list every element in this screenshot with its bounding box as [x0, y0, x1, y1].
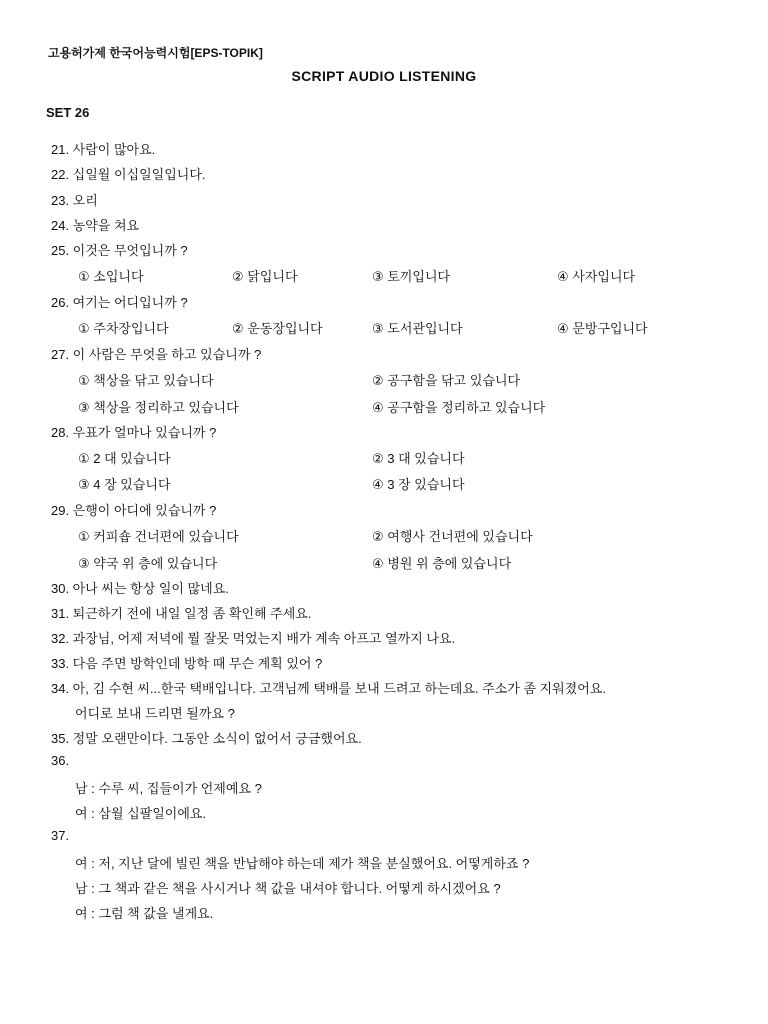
q37-dialogue-line: 여 : 저, 지난 달에 빌린 책을 반납해야 하는데 제가 책을 분실했어요. 어떻게하죠 ?	[75, 856, 530, 871]
q26-option-4: ④ 문방구입니다	[557, 321, 648, 336]
q26-option-2: ② 운동장입니다	[232, 321, 323, 336]
q27-option-1: ① 책상을 닦고 있습니다	[78, 373, 214, 388]
question-27: 27. 이 사람은 무엇을 하고 있습니까 ?	[51, 347, 262, 362]
q27-option-3: ③ 책상을 정리하고 있습니다	[78, 400, 239, 415]
question-28: 28. 우표가 얼마나 있습니까 ?	[51, 425, 217, 440]
question-36: 36.	[51, 753, 70, 768]
question-34: 34. 아, 김 수현 씨...한국 택배입니다. 고객님께 택배를 보내 드려고 하는데요. 주소가 좀 지워졌어요.	[51, 681, 606, 696]
q28-option-2: ② 3 대 있습니다	[372, 451, 465, 466]
q29-option-4: ④ 병원 위 층에 있습니다	[372, 556, 512, 571]
question-37: 37.	[51, 828, 70, 843]
set-label: SET 26	[46, 105, 90, 120]
q26-option-1: ① 주차장입니다	[78, 321, 169, 336]
q25-option-1: ① 소입니다	[78, 269, 144, 284]
question-22: 22. 십일월 이십일일입니다.	[51, 167, 206, 182]
document-title: SCRIPT AUDIO LISTENING	[291, 68, 477, 84]
q29-option-3: ③ 약국 위 층에 있습니다	[78, 556, 218, 571]
q28-option-1: ① 2 대 있습니다	[78, 451, 171, 466]
q36-dialogue-line: 여 : 삼월 십팔일이에요.	[75, 806, 207, 821]
q26-option-3: ③ 도서관입니다	[372, 321, 463, 336]
q37-dialogue-line: 여 : 그럼 책 값을 낼게요.	[75, 906, 214, 921]
question-26: 26. 여기는 어디입니까 ?	[51, 295, 188, 310]
q25-option-4: ④ 사자입니다	[557, 269, 636, 284]
q28-option-4: ④ 3 장 있습니다	[372, 477, 465, 492]
q36-dialogue-line: 남 : 수루 씨, 집들이가 언제예요 ?	[75, 781, 262, 796]
question-29: 29. 은행이 아디에 있습니까 ?	[51, 503, 217, 518]
q37-dialogue-line: 남 : 그 책과 같은 책을 사시거나 책 값을 내셔야 합니다. 어떻게 하시겠어요 ?	[75, 881, 501, 896]
question-23: 23. 오리	[51, 193, 98, 208]
q29-option-2: ② 여행사 건너편에 있습니다	[372, 529, 533, 544]
question-30: 30. 아나 씨는 항상 일이 많네요.	[51, 581, 229, 596]
question-21: 21. 사람이 많아요.	[51, 142, 156, 157]
q27-option-2: ② 공구함을 닦고 있습니다	[372, 373, 521, 388]
q29-option-1: ① 커피숍 건너편에 있습니다	[78, 529, 239, 544]
question-35: 35. 정말 오랜만이다. 그동안 소식이 없어서 긍금했어요.	[51, 731, 362, 746]
q27-option-4: ④ 공구함을 정리하고 있습니다	[372, 400, 546, 415]
question-25: 25. 이것은 무엇입니까 ?	[51, 243, 188, 258]
question-33: 33. 다음 주면 방학인데 방학 때 무슨 계획 있어 ?	[51, 656, 323, 671]
question-32: 32. 과장님, 어제 저녁에 뭘 잘못 먹었는지 배가 계속 아프고 열까지 나요.	[51, 631, 456, 646]
document-header: 고용허가제 한국어능력시험[EPS-TOPIK]	[48, 46, 263, 60]
q25-option-3: ③ 토끼입니다	[372, 269, 451, 284]
question-24: 24. 농약을 쳐요	[51, 218, 140, 233]
q25-option-2: ② 닭입니다	[232, 269, 298, 284]
q28-option-3: ③ 4 장 있습니다	[78, 477, 171, 492]
question-34-continued: 어디로 보내 드리면 될까요 ?	[75, 706, 235, 721]
question-31: 31. 퇴근하기 전에 내일 일정 좀 확인해 주세요.	[51, 606, 312, 621]
